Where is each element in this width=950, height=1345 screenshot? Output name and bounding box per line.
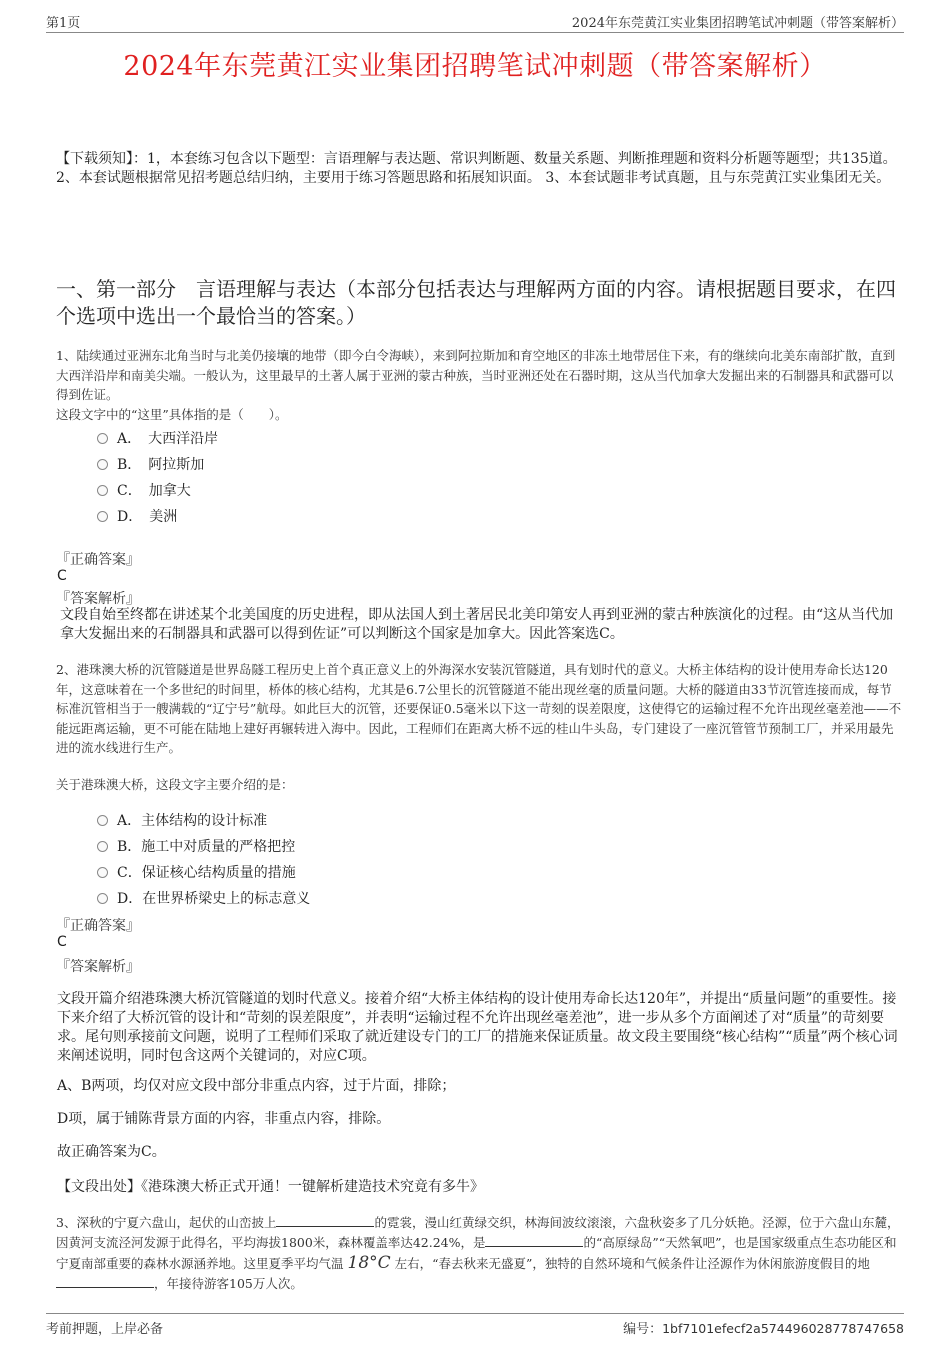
temperature-value: 18°C <box>347 1253 391 1273</box>
question-2-analysis-p1: 文段开篇介绍港珠澳大桥沉管隧道的划时代意义。接着介绍“大桥主体结构的设计使用寿命长达120年”，并提出“质量问题”的重要性。接下来介绍了大桥沉管的设计和“苛刻的误差限度”，并表明“运输过程不允许出现丝毫差池”，进一步从多个方面阐述了对“质量”的苛刻要求。尾句则承接前文问题，说明了工程师们采取了就近建设专门的工厂的措施来保证质量。故文段主要围绕“核心结构”“质量”两个核心词来阐述说明，同时包含这两个关键词的，对应C项。 <box>57 991 898 1064</box>
download-notice: 【下载须知】：1，本套练习包含以下题型：言语理解与表达题、常识判断题、数量关系题、判断推理题和资料分析题等题型；共135道。 2、本套试题根据常见招考题总结归纳，主要用于练习答题思路和拓展知识面。 3、本套试题非考试真题，且与东莞黄江实业集团无关。 <box>56 151 897 186</box>
question-2-answer-label: 『正确答案』 <box>56 918 140 934</box>
radio-icon[interactable] <box>97 459 108 470</box>
question-2-analysis-p4: 故正确答案为C。 <box>57 1144 166 1160</box>
document-title: 2024年东莞黄江实业集团招聘笔试冲刺题（带答案解析） <box>123 51 827 82</box>
radio-icon[interactable] <box>97 485 108 496</box>
question-1-answer-label: 『正确答案』 <box>56 552 140 568</box>
question-2-option-c[interactable]: C．保证核心结构质量的措施 <box>97 862 296 882</box>
section-heading: 一、第一部分 言语理解与表达（本部分包括表达与理解两方面的内容。请根据题目要求，在四个选项中选出一个最恰当的答案。） <box>56 277 896 328</box>
footer-divider <box>46 1313 904 1314</box>
question-1-answer: C <box>57 568 67 584</box>
radio-icon[interactable] <box>97 893 108 904</box>
question-1-analysis-label: 『答案解析』 <box>56 591 140 607</box>
question-1-analysis: 文段自始至终都在讲述某个北美国度的历史进程，即从法国人到土著居民北美印第安人再到亚洲的蒙古种族演化的过程。由“这从当代加拿大发掘出来的石制器具和武器可以得到佐证”可以判断这个国家是加拿大。因此答案选C。 <box>60 607 894 642</box>
radio-icon[interactable] <box>97 867 108 878</box>
question-1-text: 1、陆续通过亚洲东北角当时与北美仍接壤的地带（即今白令海峡），来到阿拉斯加和育空地区的非冻土地带居住下来，有的继续向北美东南部扩散，直到大西洋沿岸和南美尖端。一般认为，这里最早的土著人属于亚洲的蒙古种族，当时亚洲还处在石器时期，这从当代加拿大发掘出来的石制器具和武器可以得到佐证。 <box>56 348 896 402</box>
header-doc-title: 2024年东莞黄江实业集团招聘笔试冲刺题（带答案解析） <box>571 16 904 31</box>
radio-icon[interactable] <box>97 511 108 522</box>
page-number: 第1页 <box>46 16 81 31</box>
radio-icon[interactable] <box>97 841 108 852</box>
question-2-option-d[interactable]: D．在世界桥梁史上的标志意义 <box>97 888 310 908</box>
question-2-option-a[interactable]: A．主体结构的设计标准 <box>97 810 267 830</box>
question-2-answer: C <box>57 934 67 950</box>
fill-blank-3[interactable] <box>56 1274 154 1288</box>
question-1-option-a[interactable]: A． 大西洋沿岸 <box>97 428 218 448</box>
footer-slogan: 考前押题，上岸必备 <box>46 1322 164 1337</box>
footer-serial: 编号：1bf7101efecf2a574496028778747658 <box>623 1321 904 1337</box>
question-3-text: 3、深秋的宁夏六盘山，起伏的山峦披上 的霓裳，漫山红黄绿交织，林海间波纹滚滚，六盘秋姿多了几分妖艳。泾源，位于六盘山东麓，因黄河支流泾河发源于此得名，平均海拔1800米，森林覆盖率达42.24%，是 的“高原绿岛”“天然氧吧”，也是国家级重点生态功能区和宁夏南部重要的森林水源涵养地。这里夏季平均气温 18°C 左右，“春去秋来无盛夏”，独特的自然环境和气候条件让泾源作为休闲旅游度假目的地，年接待游客105万人次。 <box>56 1215 900 1291</box>
radio-icon[interactable] <box>97 433 108 444</box>
radio-icon[interactable] <box>97 815 108 826</box>
question-2-analysis-p3: D项，属于铺陈背景方面的内容，非重点内容，排除。 <box>57 1111 391 1127</box>
question-1-option-b[interactable]: B． 阿拉斯加 <box>97 454 204 474</box>
header-divider <box>46 32 904 33</box>
question-2-option-b[interactable]: B．施工中对质量的严格把控 <box>97 836 295 856</box>
question-2-analysis-label: 『答案解析』 <box>56 959 140 975</box>
fill-blank-1[interactable] <box>276 1213 374 1227</box>
question-1-prompt: 这段文字中的“这里”具体指的是（ ）。 <box>56 407 288 422</box>
fill-blank-2[interactable] <box>485 1233 583 1247</box>
question-1-option-c[interactable]: C． 加拿大 <box>97 480 191 500</box>
question-2-analysis-p2: A、B两项，均仅对应文段中部分非重点内容，过于片面，排除； <box>57 1078 456 1094</box>
question-2-prompt: 关于港珠澳大桥，这段文字主要介绍的是： <box>56 777 294 792</box>
question-2-text: 2、港珠澳大桥的沉管隧道是世界岛隧工程历史上首个真正意义上的外海深水安装沉管隧道，具有划时代的意义。大桥主体结构的设计使用寿命长达120年，这意味着在一个多世纪的时间里，桥体的核心结构，尤其是6.7公里长的沉管隧道不能出现丝毫的质量问题。大桥的隧道由33节沉管连接而成，每节标准沉管相当于一艘满载的“辽宁号”航母。如此巨大的沉管，还要保证0.5毫米以下这一苛刻的误差限度，这使得它的运输过程不允许出现丝毫差池——不能远距离运输，更不可能在陆地上建好再辗转进入海中。因此，工程师们在距离大桥不远的桂山牛头岛，专门建设了一座沉管管节预制工厂，并采用最先进的流水线进行生产。 <box>56 662 902 755</box>
question-2-source: 【文段出处】《港珠澳大桥正式开通！一键解析建造技术究竟有多牛》 <box>57 1179 484 1195</box>
question-1-option-d[interactable]: D． 美洲 <box>97 506 177 526</box>
